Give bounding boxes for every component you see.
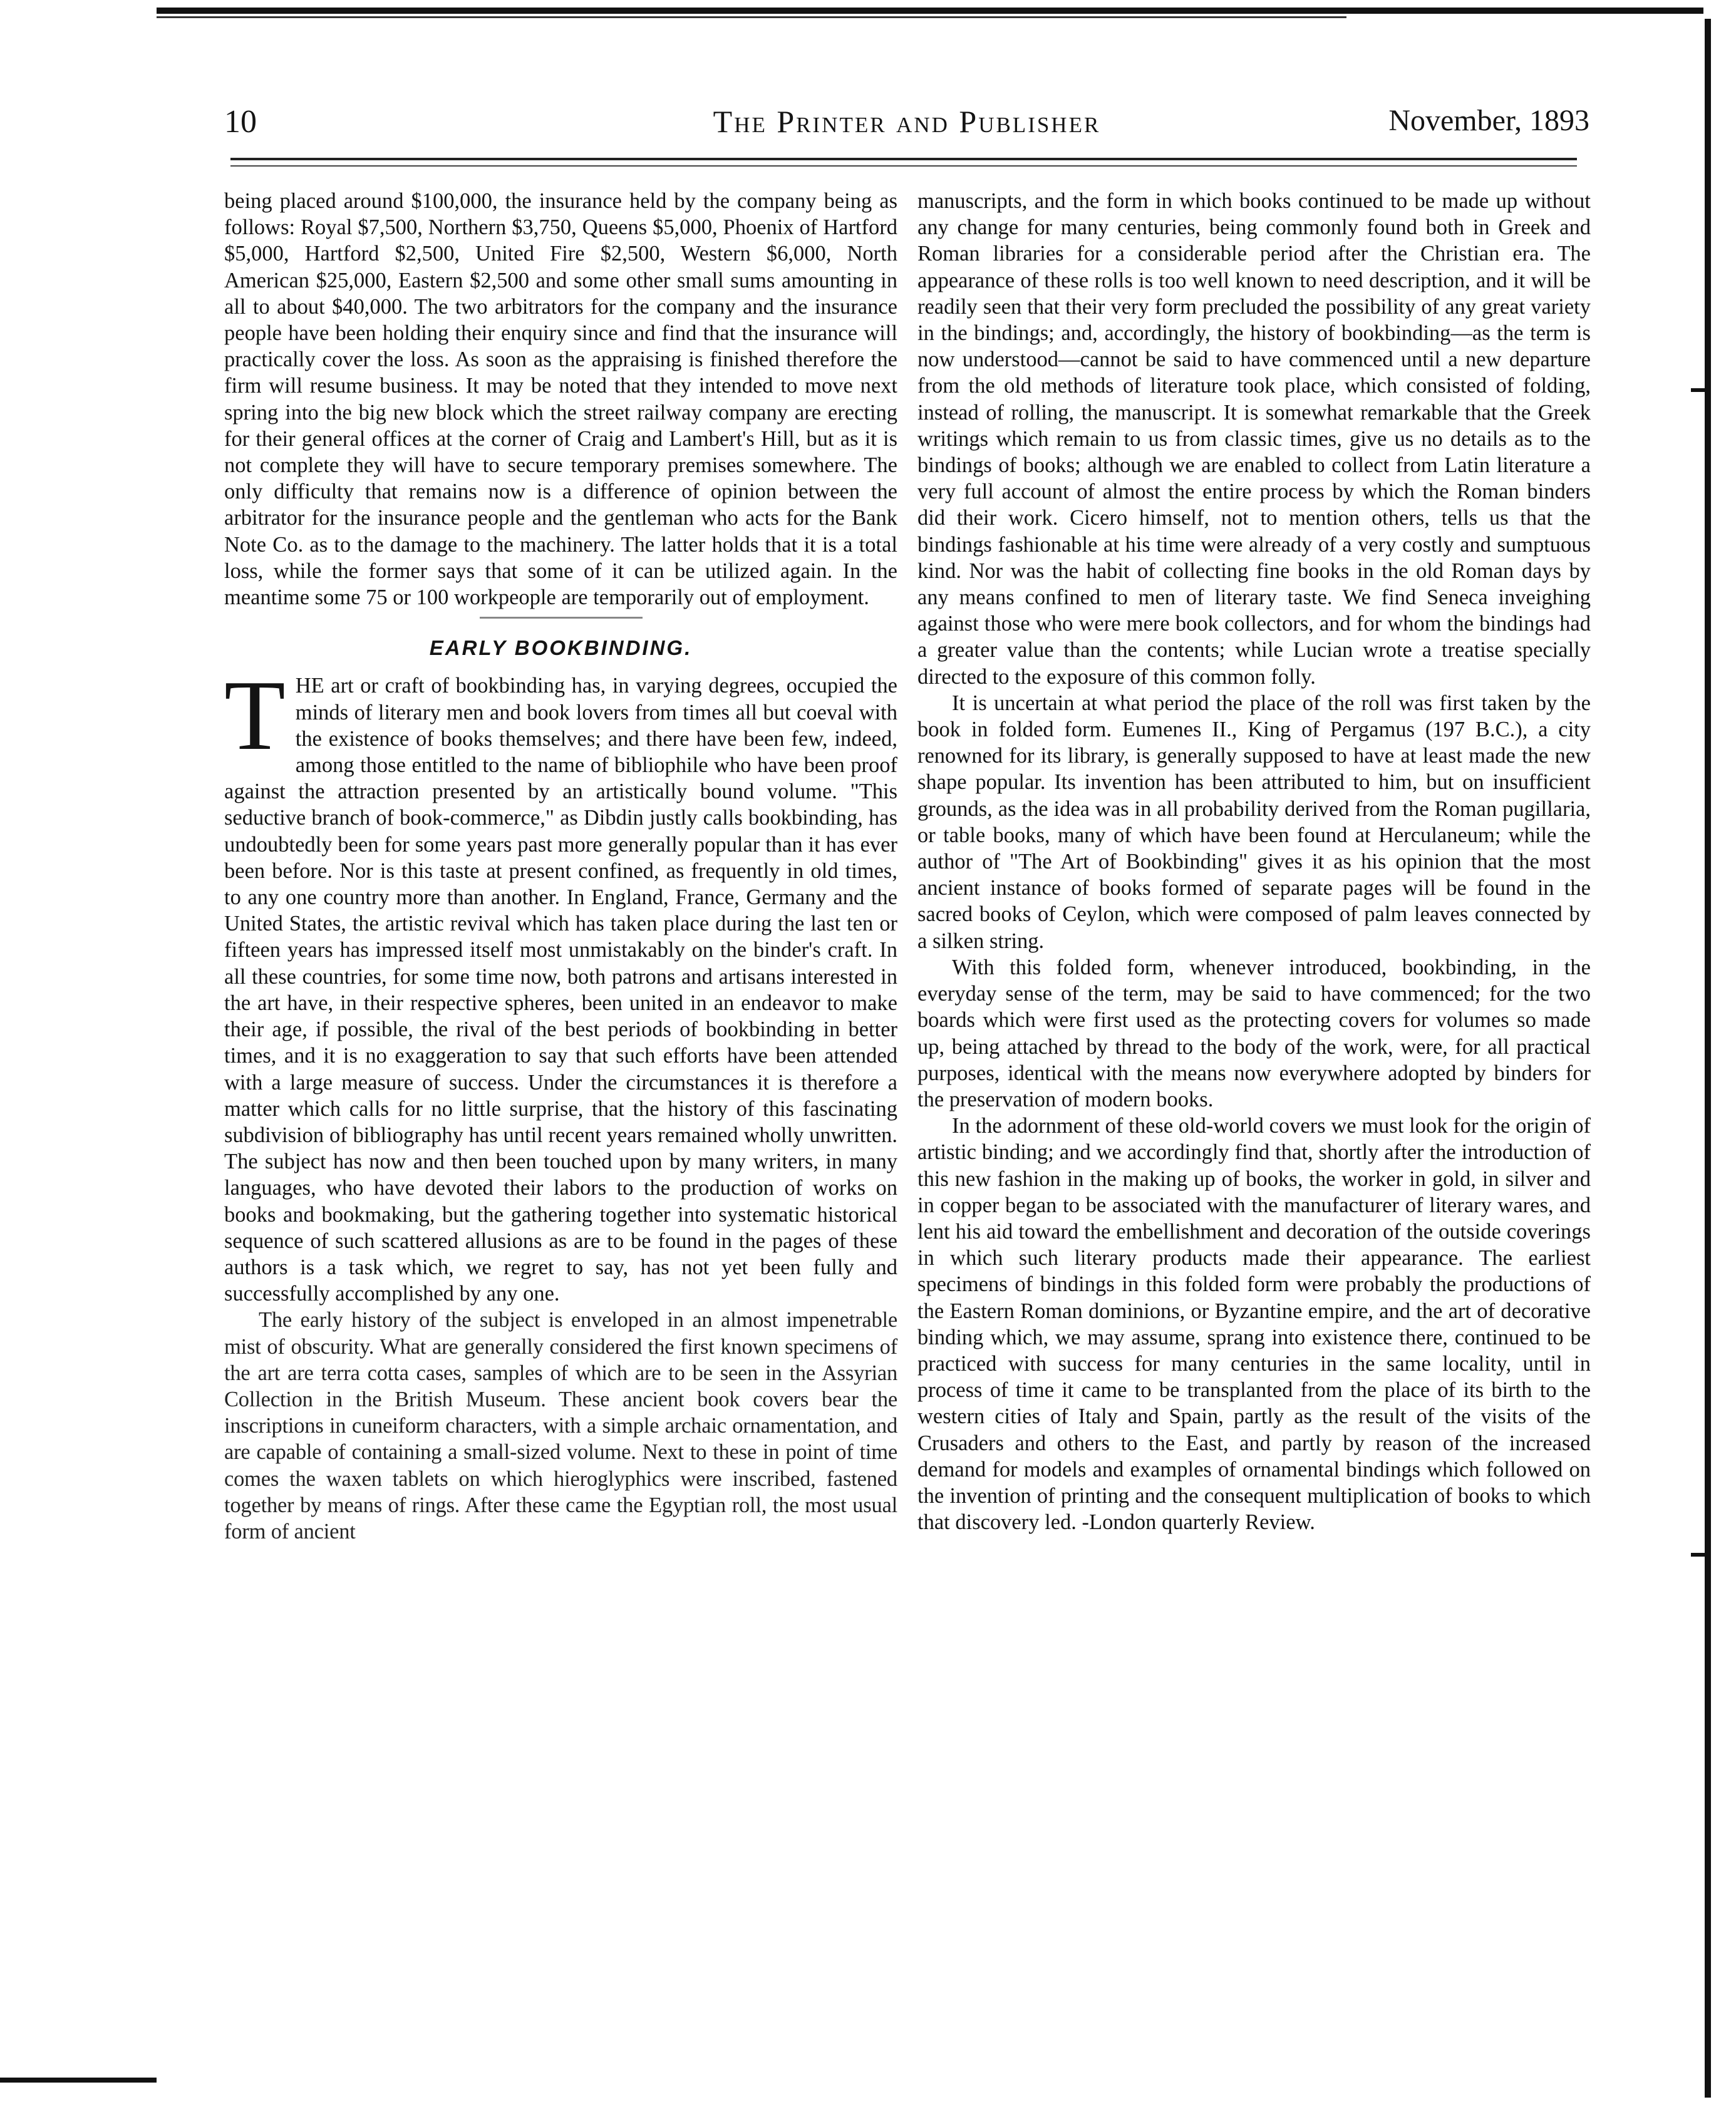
top-border-rule: [157, 8, 1703, 14]
issue-date: November, 1893: [1388, 104, 1589, 137]
news-paragraph: being placed around $100,000, the insurance held by the company being as follows: Royal $7,500, Northern $3,750, Queens $5,000, Phoenix of Hartford $5,000, Hartford $2,500, United Fire $2,500, Western $6,000, North American $25,000, Eastern $2,500 and some other small sums amounting in all to about $40,000. The two arbitrators for the company and the insurance people have been holding their enquiry since and find that the insurance will practically cover the loss. As soon as the appraising is finished therefore the firm will resume business. It may be noted that they intended to move next spring into the big new block which the street railway company are erecting for their general offices at the corner of Craig and Lambert's Hill, but as it is not complete they will have to secure temporary premises somewhere. The only difficulty that remains now is a difference of opinion between the arbitrator for the insurance people and the gentleman who acts for the Bank Note Co. as to the damage to the machinery. The latter holds that it is a total loss, while the former says that some of it can be utilized again. In the meantime some 75 or 100 workpeople are temporarily out of employment.: [224, 189, 897, 610]
article-paragraph: It is uncertain at what period the place of the roll was first taken by the book in folded form. Eumenes II., King of Pergamus (197 B.C.), a city renowned for its library, is generally supposed to have at least made the new shape popular. Its invention has been attributed to him, but on insufficient grounds, as the idea was in all probability derived from the Roman pugillaria, or table books, many of which have been found at Herculaneum; while the author of "The Art of Bookbinding" gives it as his opinion that the most ancient instance of books formed of separate pages will be found in the sacred books of Ceylon, which were composed of palm leaves connected by a silken string.: [917, 691, 1591, 953]
header-rule: [230, 158, 1577, 160]
right-binding-edge: [1705, 19, 1711, 2098]
right-edge-mark: [1691, 388, 1705, 392]
article-paragraph: manuscripts, and the form in which books continued to be made up without any change for many centuries, being commonly found both in Greek and Roman libraries for a considerable period after the Christian era. The appearance of these rolls is too well known to need description, and it will be readily seen that their very form precluded the possibility of any great variety in the bindings; and, accordingly, the history of bookbinding—as the term is now understood—cannot be said to have commenced until a new departure from the old methods of literature took place, which consisted of folding, instead of rolling, the manuscript. It is somewhat remarkable that the Greek writings which remain to us from classic times, give us no details as to the bindings of books; although we are enabled to collect from Latin literature a very full account of almost the entire process by which the Roman binders did their work. Cicero himself, not to mention others, tells us that the bindings fashionable at his time were already of a very costly and sumptuous kind. Nor was the habit of collecting fine books in the old Roman days by any means confined to men of literary taste. We find Seneca inveighing against those who were mere book collectors, and for whom the bindings had a greater value than the contents; while Lucian wrote a treatise specially directed to the exposure of this common folly.: [917, 189, 1591, 689]
journal-title: The Printer and Publisher: [713, 104, 1101, 139]
top-border-rule-secondary: [157, 16, 1346, 18]
section-separator: [480, 617, 643, 619]
article-paragraph-smeared: The early history of the subject is enveloped in an almost impenetrable mist of obscurity. What are generally considered the first known specimens of the art are terra cotta cases, samples of which are to be seen in the Assyrian Collection in the British Museum. These ancient book covers bear the inscriptions in cuneiform characters, with a simple archaic ornamentation, and are capable of containing a small-sized volume. Next to these in point of time comes the waxen tablets on which hieroglyphics were inscribed, fastened together by means of rings. After these came the Egyptian roll, the most usual form of ancient: [224, 1308, 897, 1543]
header-rule-thin: [230, 165, 1577, 167]
page-number: 10: [224, 104, 257, 140]
article-text: HE art or craft of bookbinding has, in varying degrees, occupied the minds of literary men and book lovers from times all but coeval with the existence of books themselves; and there have been few, indeed, among those entitled to the name of bibliophile who have been proof against the attraction presented by an artistically bound volume. "This seductive branch of book-commerce," as Dibdin justly calls bookbinding, has undoubtedly been for some years past more generally popular than it has ever been before. Nor is this taste at present confined, as frequently in old times, to any one country more than another. In England, France, Germany and the United States, the artistic revival which has taken place during the last ten or fifteen years has impressed itself most unmistakably on the binder's craft. In all these countries, for some time now, both patrons and artisans interested in the art have, in their respective spheres, been united in an endeavor to make their age, if possible, the rival of the best periods of bookbinding in better times, and it is no exaggeration to say that such efforts have been attended with a large measure of success. Under the circumstances it is therefore a matter which calls for no little surprise, that the history of this fascinating subdivision of bibliography has until recent years remained wholly unwritten. The subject has now and then been touched upon by many writers, in many languages, who have devoted their labors to the production of works on books and bookmaking, but the gathering together into systematic historical sequence of such scattered allusions as are to be found in the pages of these authors is a task which, we regret to say, has not yet been fully and successfully accomplished by any one.: [224, 674, 897, 1306]
running-head: [224, 103, 1589, 147]
article-paragraph: With this folded form, whenever introduced, bookbinding, in the everyday sense of the term, may be said to have commenced; for the two boards which were first used as the protecting covers for volumes so made up, being attached by thread to the body of the work, were, for all practical purposes, identical with the means now everywhere adopted by binders for the preservation of modern books.: [917, 955, 1591, 1111]
drop-cap: T: [224, 659, 286, 771]
right-edge-mark: [1691, 1553, 1705, 1557]
section-title: EARLY BOOKBINDING.: [429, 636, 693, 660]
bottom-left-rule: [0, 2078, 157, 2083]
article-paragraph: In the adornment of these old-world covers we must look for the origin of artistic binding; and we accordingly find that, shortly after the introduction of this new fashion in the making up of books, the worker in gold, in silver and in copper began to be associated with the manufacturer of literary wares, and lent his aid toward the embellishment and decoration of the outside coverings in which such literary products made their appearance. The earliest specimens of bindings in this folded form were probably the productions of the Eastern Roman dominions, or Byzantine empire, and the art of decorative binding which, we may assume, sprang into existence there, continued to be practiced with success for many centuries in the same locality, until in process of time it came to be transplanted from the place of its birth to the western cities of Italy and Spain, partly as the result of the visits of the Crusaders and others to the East, and partly by reason of the increased demand for models and examples of ornamental bindings which followed on the invention of printing and the consequent multiplication of books to which that discovery led. -London quarterly Review.: [917, 1114, 1591, 1535]
right-column: [917, 188, 1591, 1535]
article-paragraph: [224, 659, 897, 1307]
left-column: [224, 188, 897, 1545]
